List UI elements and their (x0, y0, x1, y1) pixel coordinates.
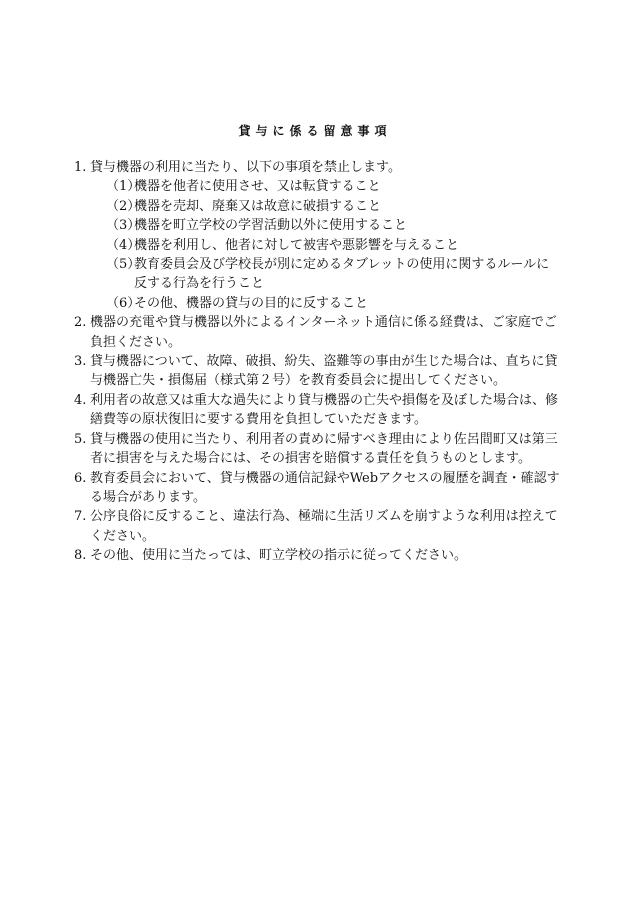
prohibition-list (90, 177, 560, 313)
prohibition-item (90, 216, 560, 235)
subitem-text: 教育委員会及び学校長が別に定めるタブレットの使用に関するルールに反する行為を行うこと (134, 257, 550, 292)
item-number: 3. (74, 354, 87, 370)
item-text: 貸与機器の使用に当たり、利用者の責めに帰すべき理由により佐呂間町又は第三者に損害を与えた場合には、その損害を賠償する責任を負うものとします。 (90, 431, 558, 467)
item-text: 貸与機器の利用に当たり、以下の事項を禁止します。 (90, 160, 401, 175)
notice-item-1 (74, 158, 560, 313)
notice-item-5 (74, 430, 560, 469)
prohibition-item (90, 197, 560, 216)
subitem-number: （3） (106, 218, 141, 234)
item-text: 教育委員会において、貸与機器の通信記録やWebアクセスの履歴を調査・確認する場合があります。 (90, 470, 560, 505)
subitem-text: 機器を他者に使用させ、又は転貸すること (134, 179, 381, 195)
notice-item-8 (74, 546, 560, 565)
subitem-text: 機器を町立学校の学習活動以外に使用すること (134, 218, 408, 234)
item-text: 機器の充電や貸与機器以外によるインターネット通信に係る経費は、ご家庭でご負担ください。 (90, 315, 557, 350)
prohibition-item (90, 294, 560, 313)
notice-item-3 (74, 352, 560, 391)
subitem-text: 機器を利用し、他者に対して被害や悪影響を与えること (134, 237, 460, 253)
prohibition-item (90, 177, 560, 196)
subitem-text: その他、機器の貸与の目的に反すること (134, 295, 369, 311)
subitem-number: （2） (106, 198, 141, 214)
item-number: 8. (74, 548, 87, 564)
item-number: 7. (74, 509, 87, 525)
item-number: 5. (74, 431, 87, 447)
item-number: 1. (74, 160, 87, 175)
item-number: 6. (74, 470, 87, 486)
document-title: 貸与に係る留意事項 (238, 124, 392, 138)
item-text: 利用者の故意又は重大な過失により貸与機器の亡失や損傷を及ぼした場合は、修繕費等の原状復旧に要する費用を負担していただきます。 (90, 392, 559, 428)
item-text: 公序良俗に反すること、違法行為、極端に生活リズムを崩すような利用は控えてください。 (90, 509, 558, 544)
subitem-number: （4） (106, 237, 141, 253)
prohibition-item (90, 236, 560, 255)
item-text: 貸与機器について、故障、破損、紛失、盗難等の事由が生じた場合は、直ちに貸与機器亡失・損傷届（様式第２号）を教育委員会に提出してください。 (90, 354, 558, 389)
notice-list (74, 158, 560, 566)
notice-item-4 (74, 391, 560, 430)
notice-item-7 (74, 507, 560, 546)
subitem-number: （6） (106, 295, 141, 311)
subitem-number: （1） (106, 179, 141, 195)
notice-item-2 (74, 313, 560, 352)
item-number: 2. (74, 315, 87, 331)
subitem-number: （5） (106, 257, 141, 273)
notice-item-6 (74, 469, 560, 508)
item-number: 4. (74, 392, 87, 408)
prohibition-item (90, 255, 560, 294)
item-text: その他、使用に当たっては、町立学校の指示に従ってください。 (90, 548, 468, 564)
subitem-text: 機器を売却、廃棄又は故意に破損すること (134, 198, 382, 214)
